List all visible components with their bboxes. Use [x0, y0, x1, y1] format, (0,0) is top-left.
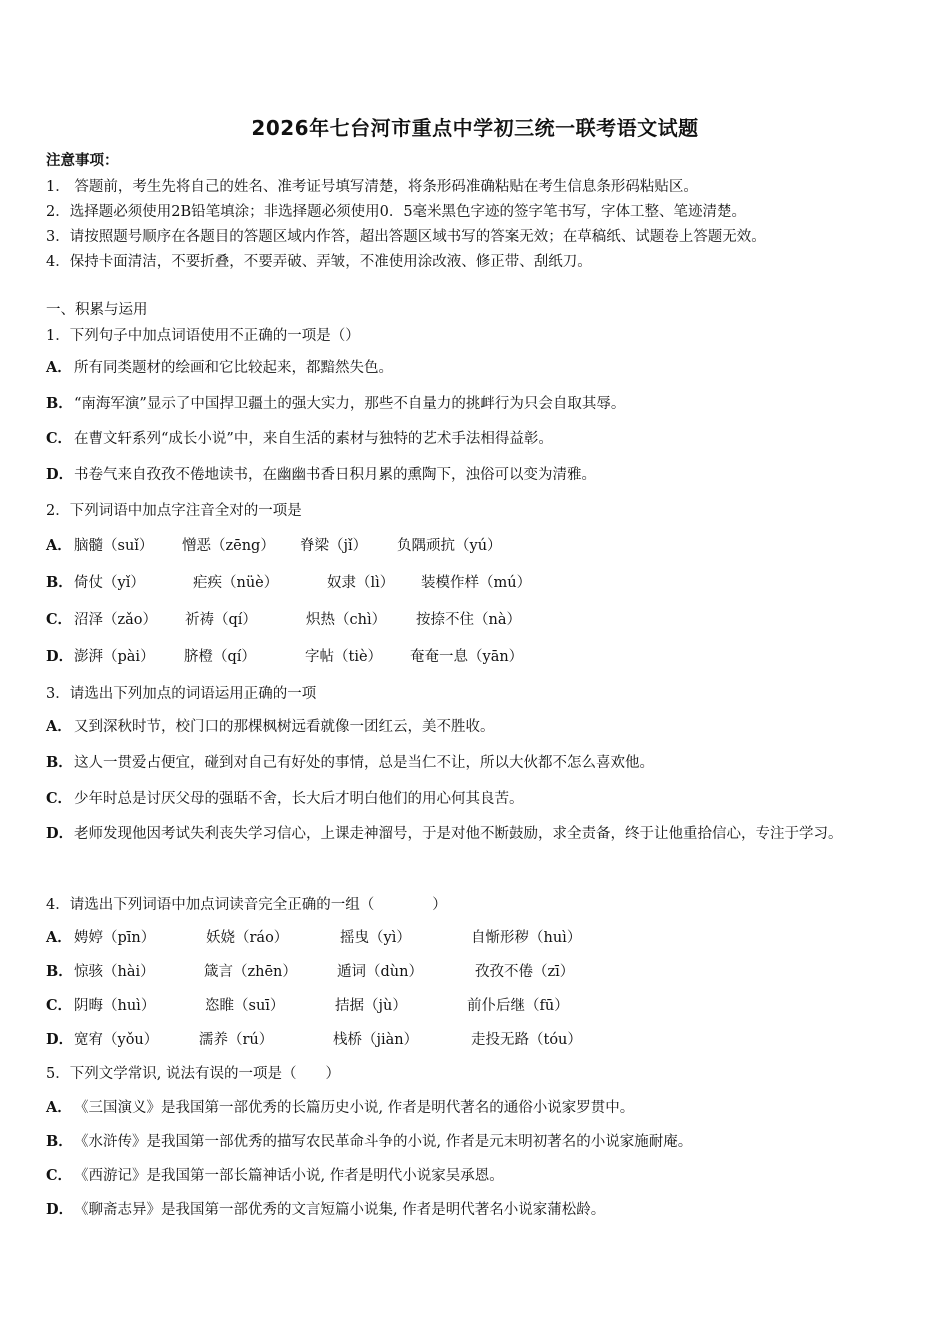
notice-item: 1． 答题前，考生先将自己的姓名、准考证号填写清楚，将条形码准确粘贴在考生信息条形码粘贴区。 — [46, 179, 698, 195]
option-cell: 箴言（zhēn） — [204, 964, 297, 980]
option-label: A． — [46, 718, 72, 735]
option-label: A． — [46, 359, 72, 376]
option-cell: 祈祷（qí） — [185, 612, 257, 628]
option-label: B． — [46, 395, 73, 412]
option-row — [46, 928, 581, 948]
option-cell: 沼泽（zǎo） — [74, 612, 158, 628]
option-label: D． — [46, 466, 74, 483]
notice-item: 3．请按照题号顺序在各题目的答题区域内作答，超出答题区域书写的答案无效；在草稿纸、试题卷上答题无效。 — [46, 229, 766, 245]
option-cell: 负隅顽抗（yú） — [397, 538, 502, 554]
option-label: A． — [46, 1099, 72, 1116]
option-cell: 憎恶（zēng） — [182, 538, 275, 554]
option-cell: 孜孜不倦（zī） — [475, 964, 575, 980]
option-label: C． — [46, 790, 73, 807]
option-cell: 按捺不住（nà） — [416, 612, 521, 628]
option-label: A． — [46, 929, 72, 946]
option-text: 书卷气来自孜孜不倦地读书，在幽幽书香日积月累的熏陶下，浊俗可以变为清雅。 — [74, 467, 596, 483]
option-row — [46, 465, 596, 485]
option-cell: 遁词（dùn） — [337, 964, 423, 980]
option-row — [46, 1132, 692, 1152]
option-row — [46, 962, 574, 982]
option-cell: 炽热（chì） — [306, 612, 387, 628]
option-label: C． — [46, 611, 73, 628]
option-label: C． — [46, 1167, 73, 1184]
option-row — [46, 358, 393, 378]
option-row — [46, 573, 531, 593]
option-cell: 濡养（rú） — [199, 1032, 274, 1048]
option-cell: 疟疾（nüè） — [193, 575, 279, 591]
option-cell: 拮据（jù） — [335, 998, 407, 1014]
option-row — [46, 610, 521, 630]
option-text: 《水浒传》是我国第一部优秀的描写农民革命斗争的小说, 作者是元末明初著名的小说家施耐庵。 — [74, 1134, 693, 1150]
option-label: B． — [46, 574, 73, 591]
option-row — [46, 1200, 605, 1220]
option-label: C． — [46, 997, 73, 1014]
option-cell: 宽宥（yǒu） — [74, 1032, 159, 1048]
option-cell: 前仆后继（fū） — [467, 998, 569, 1014]
page-title: 2026年七台河市重点中学初三统一联考语文试题 — [251, 116, 699, 140]
question-stem: 3．请选出下列加点的词语运用正确的一项 — [46, 686, 317, 702]
option-text: 《西游记》是我国第一部长篇神话小说, 作者是明代小说家吴承恩。 — [74, 1168, 504, 1184]
option-label: B． — [46, 754, 73, 771]
option-row — [46, 789, 524, 809]
section-heading: 一、积累与运用 — [46, 302, 148, 318]
option-row — [46, 1030, 582, 1050]
option-cell: 恣睢（suī） — [205, 998, 285, 1014]
option-text: “南海军演”显示了中国捍卫疆土的强大实力，那些不自量力的挑衅行为只会自取其辱。 — [74, 396, 626, 412]
option-text: 《聊斋志异》是我国第一部优秀的文言短篇小说集, 作者是明代著名小说家蒲松龄。 — [74, 1202, 606, 1218]
option-cell: 惊骇（hài） — [74, 964, 155, 980]
question-stem: 2．下列词语中加点字注音全对的一项是 — [46, 503, 302, 519]
option-label: D． — [46, 1201, 74, 1218]
option-cell: 阴晦（huì） — [74, 998, 156, 1014]
option-cell: 装模作样（mú） — [421, 575, 532, 591]
option-row — [46, 394, 625, 414]
option-text: 这人一贯爱占便宜，碰到对自己有好处的事情，总是当仁不让，所以大伙都不怎么喜欢他。 — [74, 755, 654, 771]
notice-heading: 注意事项： — [46, 152, 119, 169]
option-cell: 脊梁（jǐ） — [300, 538, 368, 554]
option-cell: 自惭形秽（huì） — [471, 930, 582, 946]
option-text: 又到深秋时节，校门口的那棵枫树远看就像一团红云，美不胜收。 — [74, 719, 495, 735]
option-cell: 走投无路（tóu） — [471, 1032, 582, 1048]
option-label: B． — [46, 1133, 73, 1150]
option-text: 在曹文轩系列“成长小说”中，来自生活的素材与独特的艺术手法相得益彰。 — [74, 431, 553, 447]
option-row — [46, 429, 553, 449]
option-label: D． — [46, 1031, 74, 1048]
option-text: 所有同类题材的绘画和它比较起来，都黯然失色。 — [74, 360, 393, 376]
option-cell: 妖娆（ráo） — [206, 930, 289, 946]
option-label: B． — [46, 963, 73, 980]
option-cell: 澎湃（pài） — [74, 649, 155, 665]
option-row — [46, 536, 502, 556]
notice-item: 2．选择题必须使用2B铅笔填涂；非选择题必须使用0．5毫米黑色字迹的签字笔书写，字体工整、笔迹清楚。 — [46, 204, 747, 220]
question-stem: 5．下列文学常识, 说法有误的一项是（ ） — [46, 1066, 340, 1082]
option-cell: 脑髓（suǐ） — [74, 538, 154, 554]
option-row — [46, 1098, 634, 1118]
option-cell: 奄奄一息（yān） — [410, 649, 524, 665]
option-text: 少年时总是讨厌父母的强聒不舍，长大后才明白他们的用心何其良苦。 — [74, 791, 524, 807]
option-row — [46, 816, 904, 852]
option-label: D． — [46, 825, 74, 842]
option-row — [46, 753, 654, 773]
option-row — [46, 717, 495, 737]
option-row — [46, 1166, 504, 1186]
option-text: 《三国演义》是我国第一部优秀的长篇历史小说, 作者是明代著名的通俗小说家罗贯中。 — [74, 1100, 635, 1116]
option-label: C． — [46, 430, 73, 447]
option-cell: 栈桥（jiàn） — [333, 1032, 419, 1048]
option-cell: 奴隶（lì） — [327, 575, 395, 591]
question-stem: 1．下列句子中加点词语使用不正确的一项是（） — [46, 328, 360, 344]
option-cell: 娉婷（pīn） — [74, 930, 156, 946]
option-row — [46, 647, 523, 667]
option-text: 老师发现他因考试失利丧失学习信心，上课走神溜号，于是对他不断鼓励，求全责备，终于让他重拾信心，专注于学习。 — [74, 826, 843, 842]
option-label: D． — [46, 648, 74, 665]
notice-item: 4．保持卡面清洁，不要折叠，不要弄破、弄皱，不准使用涂改液、修正带、刮纸刀。 — [46, 254, 592, 270]
option-cell: 字帖（tiè） — [305, 649, 383, 665]
question-stem: 4．请选出下列词语中加点词读音完全正确的一组（ ） — [46, 897, 447, 913]
option-cell: 倚仗（yǐ） — [74, 575, 145, 591]
option-row — [46, 996, 569, 1016]
option-label: A． — [46, 537, 72, 554]
option-cell: 脐橙（qí） — [184, 649, 256, 665]
option-cell: 摇曳（yì） — [340, 930, 411, 946]
